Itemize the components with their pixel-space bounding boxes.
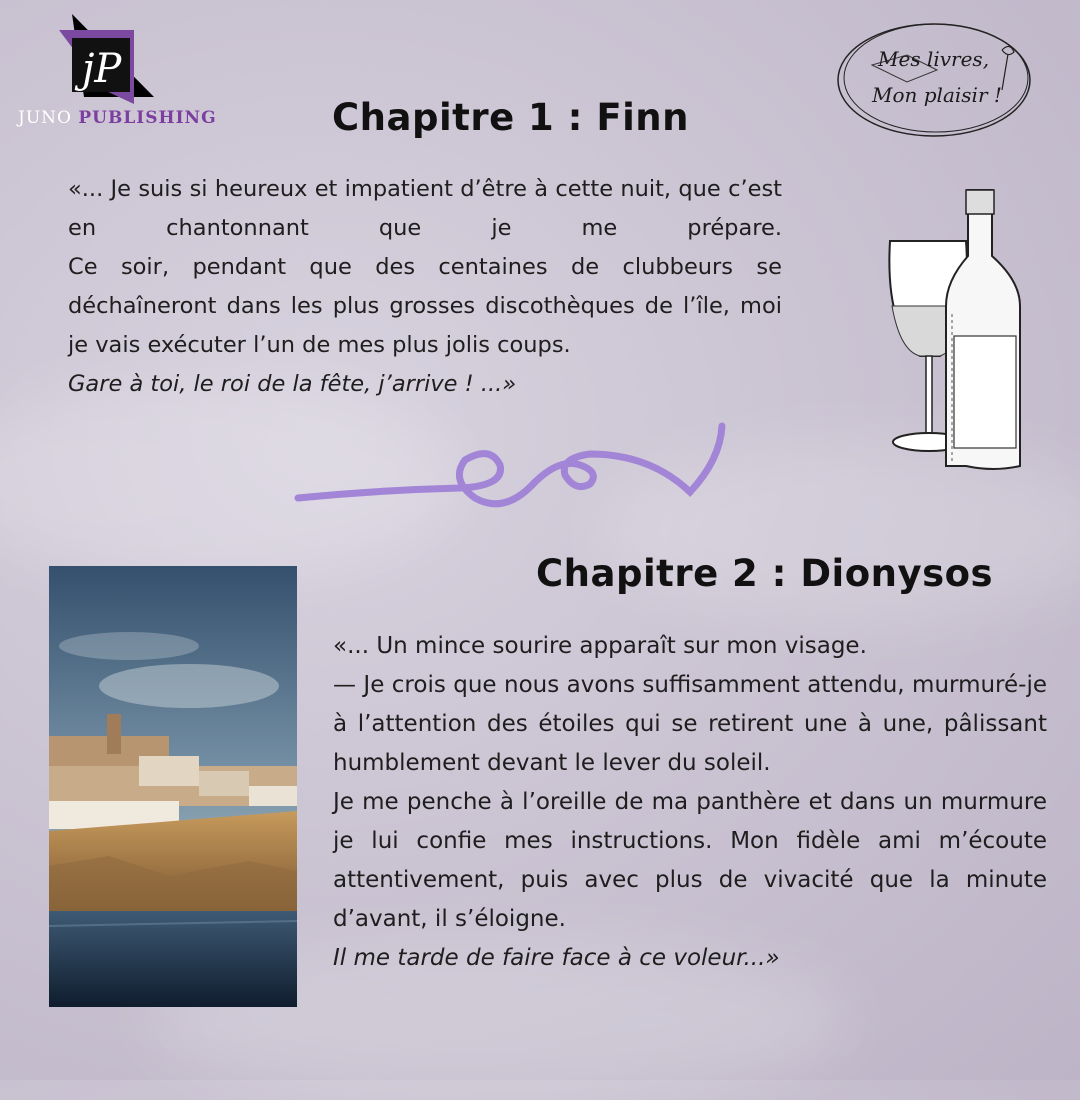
wine-bottle-glass-icon: [880, 186, 1030, 476]
stamp-badge: [832, 10, 1042, 138]
publisher-name-part1: JUNO: [18, 108, 72, 128]
publisher-logo-icon: [14, 12, 199, 122]
chapter2-paragraph: Je me penche à l’oreille de ma panthère et dans un murmure je lui confie mes instructions. Mon fidèle ami m’écoute attentivement, puis avec plus de vivacité que la minute d’avant, il s’éloigne.: [333, 789, 1047, 932]
wine-illustration: [880, 186, 1030, 476]
coastal-town-photo: [49, 566, 297, 1007]
chapter1-closing-line: Gare à toi, le roi de la fête, j’arrive ! ...»: [68, 371, 517, 397]
chapter2-paragraph: «... Un mince sourire apparaît sur mon visage.: [333, 633, 867, 659]
chapter2-closing-line: Il me tarde de faire face à ce voleur...»: [333, 945, 780, 971]
chapter2-title: Chapitre 2 : Dionysos: [536, 552, 994, 595]
swirl-divider-icon: [290, 420, 730, 530]
publisher-name: [18, 108, 217, 128]
chapter1-paragraph: Ce soir, pendant que des centaines de clubbeurs se déchaîneront dans les plus grosses discothèques de l’île, moi je vais exécuter l’un de mes plus jolis coups.: [68, 254, 782, 358]
chapter2-paragraph: — Je crois que nous avons suffisamment attendu, murmuré-je à l’attention des étoiles qui se retirent une à une, pâlissant humblement devant le lever du soleil.: [333, 672, 1047, 776]
swirl-divider: [290, 420, 730, 530]
chapter1-paragraph: «... Je suis si heureux et impatient d’être à cette nuit, que c’est en chantonnant que je me prépare.: [68, 176, 782, 241]
chapter1-title: Chapitre 1 : Finn: [332, 96, 689, 139]
ibiza-photo: [49, 566, 297, 1007]
chapter1-excerpt: [68, 170, 782, 404]
stamp-line-2: Mon plaisir !: [872, 83, 1002, 107]
chapter2-excerpt: [333, 627, 1047, 978]
stamp-line-1: Mes livres,: [878, 47, 990, 71]
stamp-badge-icon: [832, 10, 1042, 138]
publisher-name-part2: PUBLISHING: [78, 108, 217, 128]
logo-monogram: jP: [82, 46, 122, 92]
